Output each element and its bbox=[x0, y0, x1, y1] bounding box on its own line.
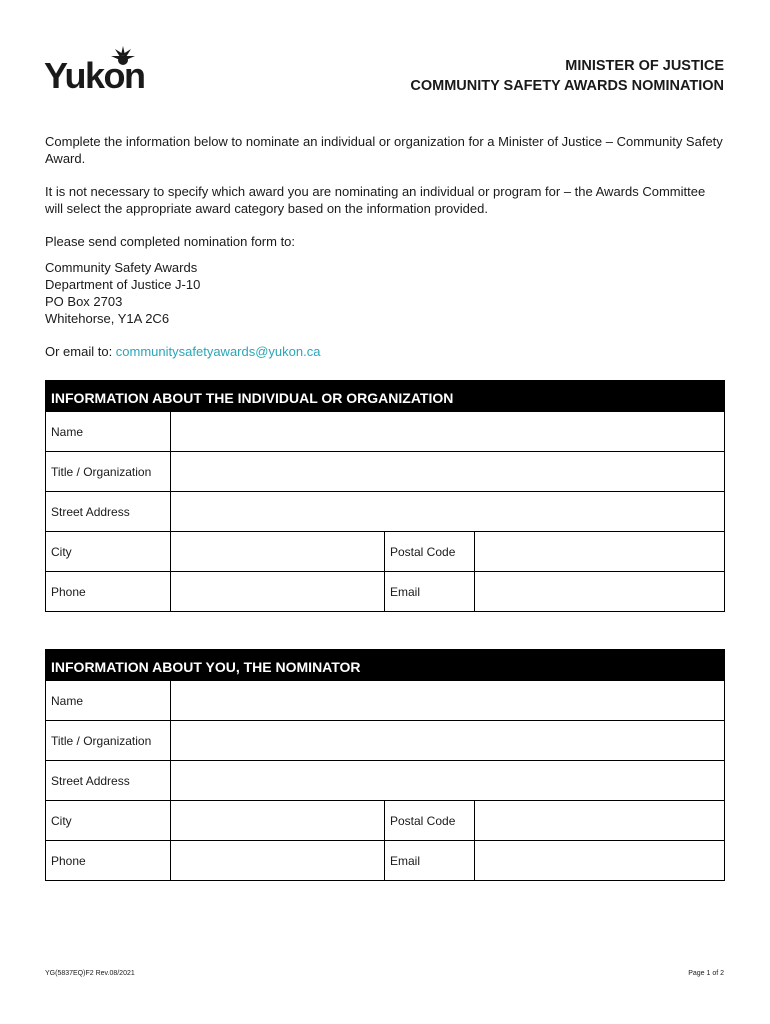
intro-paragraph-1: Complete the information below to nominate an individual or organization for a Minister of Justice – Community Safety Award. bbox=[45, 134, 723, 166]
postal-label: Postal Code bbox=[385, 801, 475, 840]
nominee-postal-field[interactable] bbox=[475, 532, 724, 571]
intro-paragraph-3: Please send completed nomination form to: bbox=[45, 234, 296, 249]
nominator-phone-field[interactable] bbox=[171, 841, 385, 880]
city-label: City bbox=[46, 801, 171, 840]
title-line-2: COMMUNITY SAFETY AWARDS NOMINATION bbox=[410, 78, 724, 94]
nominator-city-field[interactable] bbox=[171, 801, 385, 840]
form-row-street bbox=[45, 761, 725, 801]
street-label: Street Address bbox=[46, 761, 171, 800]
nominee-name-field[interactable] bbox=[171, 412, 724, 451]
address-line: Department of Justice J-10 bbox=[45, 277, 201, 292]
nominator-name-field[interactable] bbox=[171, 681, 724, 720]
postal-label: Postal Code bbox=[385, 532, 475, 571]
form-row-title bbox=[45, 452, 725, 492]
page-number: Page 1 of 2 bbox=[688, 970, 724, 977]
nominee-phone-field[interactable] bbox=[171, 572, 385, 611]
nominee-email-field[interactable] bbox=[475, 572, 724, 611]
address-line: Community Safety Awards bbox=[45, 260, 198, 275]
email-label: Email bbox=[385, 841, 475, 880]
nominee-city-field[interactable] bbox=[171, 532, 385, 571]
nominator-section bbox=[45, 649, 725, 881]
name-label: Name bbox=[46, 681, 171, 720]
form-row-phone bbox=[45, 841, 725, 881]
nominator-street-field[interactable] bbox=[171, 761, 724, 800]
title-label: Title / Organization bbox=[46, 721, 171, 760]
nominee-title-field[interactable] bbox=[171, 452, 724, 491]
title-label: Title / Organization bbox=[46, 452, 171, 491]
document-title bbox=[410, 56, 724, 96]
section-heading: INFORMATION ABOUT YOU, THE NOMINATOR bbox=[45, 649, 725, 681]
intro-paragraph-2: It is not necessary to specify which award you are nominating an individual or program for – the Awards Committee will select the appropriate award category based on the information provided. bbox=[45, 184, 706, 216]
address-line: Whitehorse, Y1A 2C6 bbox=[45, 311, 170, 326]
form-row-city bbox=[45, 801, 725, 841]
email-label: Email bbox=[385, 572, 475, 611]
nominee-section bbox=[45, 380, 725, 612]
section-heading: INFORMATION ABOUT THE INDIVIDUAL OR ORGANIZATION bbox=[45, 380, 725, 412]
email-link[interactable]: communitysafetyawards@yukon.ca bbox=[115, 344, 321, 359]
name-label: Name bbox=[46, 412, 171, 451]
phone-label: Phone bbox=[46, 572, 171, 611]
address-line: PO Box 2703 bbox=[45, 294, 123, 309]
form-code: YG(5837EQ)F2 Rev.08/2021 bbox=[45, 970, 135, 977]
form-row-title bbox=[45, 721, 725, 761]
email-line bbox=[45, 343, 320, 360]
nominator-email-field[interactable] bbox=[475, 841, 724, 880]
nominee-street-field[interactable] bbox=[171, 492, 724, 531]
phone-label: Phone bbox=[46, 841, 171, 880]
form-row-name bbox=[45, 412, 725, 452]
email-prefix: Or email to: bbox=[45, 344, 116, 359]
nominator-postal-field[interactable] bbox=[475, 801, 724, 840]
form-row-city bbox=[45, 532, 725, 572]
city-label: City bbox=[46, 532, 171, 571]
form-row-phone bbox=[45, 572, 725, 612]
nominator-title-field[interactable] bbox=[171, 721, 724, 760]
street-label: Street Address bbox=[46, 492, 171, 531]
logo-wordmark: Yukon bbox=[44, 55, 145, 96]
form-row-street bbox=[45, 492, 725, 532]
form-row-name bbox=[45, 681, 725, 721]
mailing-address bbox=[45, 259, 200, 327]
yukon-logo bbox=[44, 44, 164, 96]
title-line-1: MINISTER OF JUSTICE bbox=[565, 58, 724, 74]
